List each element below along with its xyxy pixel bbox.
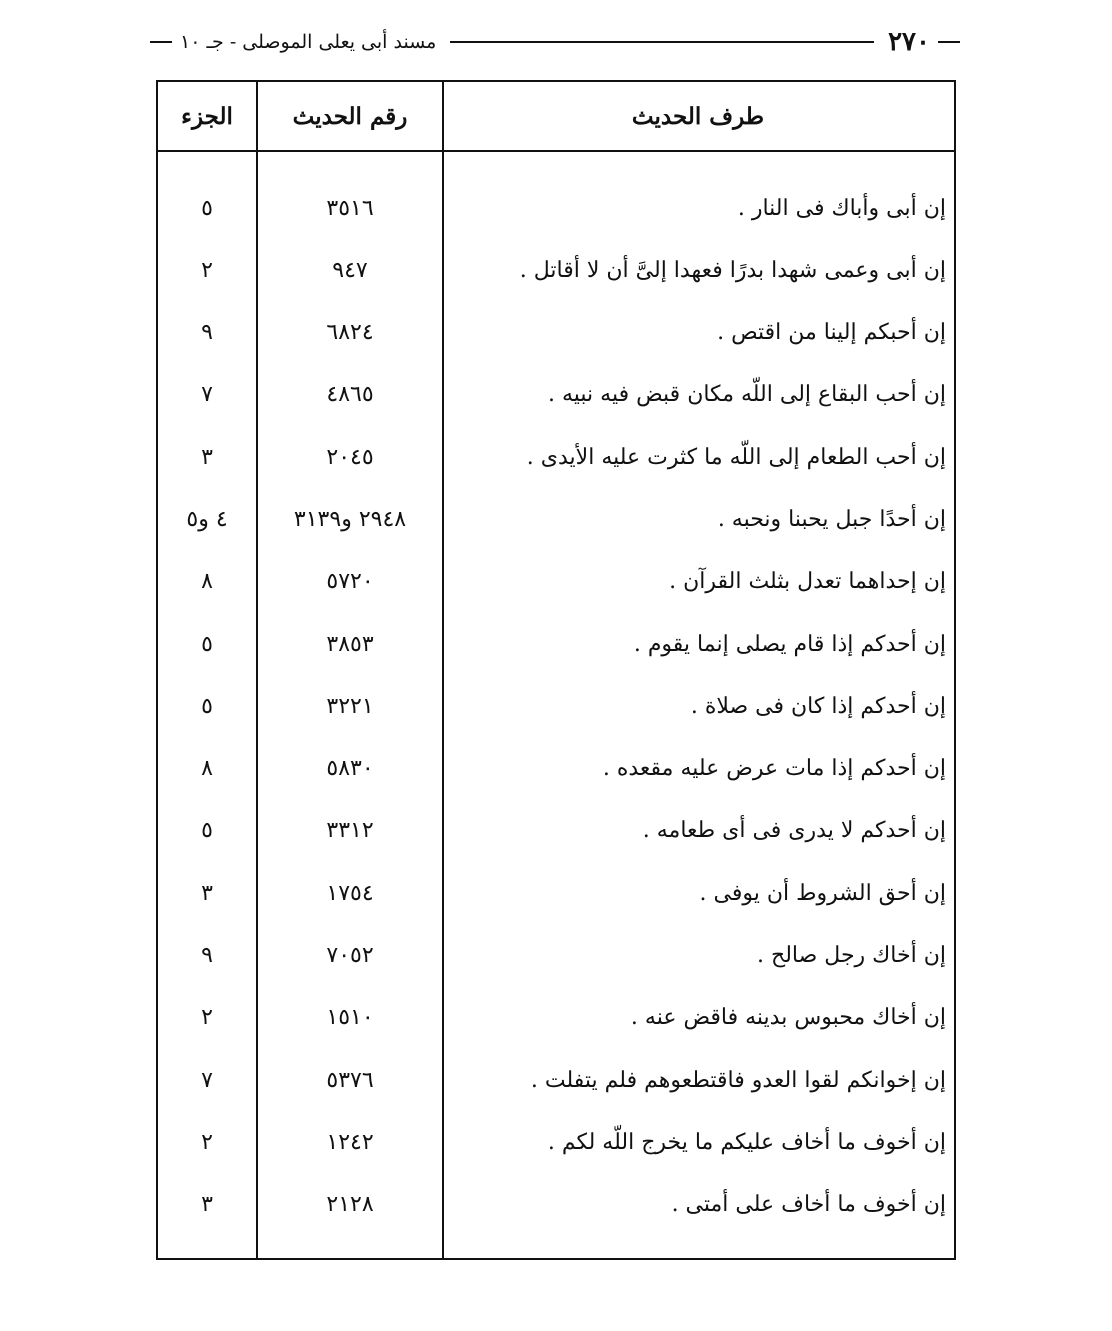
- hadith-number: ٢١٢٨: [326, 1192, 374, 1218]
- part-number: ٥: [201, 818, 213, 844]
- hadith-text: إن أحبكم إلينا من اقتص .: [717, 320, 946, 346]
- part-number: ٤ و٥: [186, 506, 228, 532]
- hadith-number: ٣٨٥٣: [326, 631, 374, 657]
- hadith-text: إن أحدكم لا يدرى فى أى طعامه .: [642, 818, 946, 844]
- part-number: ٥: [201, 693, 213, 719]
- column-header-part: الجزء: [181, 102, 233, 130]
- hadith-text: إن أبى وأباك فى النار .: [737, 195, 946, 221]
- hadith-number: ٦٨٢٤: [326, 320, 374, 346]
- part-number: ٣: [201, 1192, 213, 1218]
- hadith-text: إن أحدكم إذا مات عرض عليه مقعده .: [602, 756, 946, 782]
- table-row: [158, 613, 954, 675]
- table-row: [158, 1174, 954, 1236]
- table-row: [158, 925, 954, 987]
- hadith-text: إن إخوانكم لقوا العدو فاقتطعوهم فلم يتفلت .: [530, 1067, 946, 1093]
- table-row: [158, 551, 954, 613]
- part-number: ٣: [201, 880, 213, 906]
- part-number: ٨: [201, 756, 213, 782]
- table-row: [158, 426, 954, 488]
- running-header: [150, 22, 960, 62]
- part-number: ٥: [201, 631, 213, 657]
- hadith-text: إن أحق الشروط أن يوفى .: [699, 880, 946, 906]
- part-number: ٩: [201, 943, 213, 969]
- table-row: [158, 738, 954, 800]
- hadith-text: إن أحدكم إذا كان فى صلاة .: [690, 693, 946, 719]
- column-header-hadith-text: طرف الحديث: [631, 102, 765, 130]
- header-rule-middle: [450, 41, 874, 43]
- column-header-hadith-number: رقم الحديث: [292, 102, 408, 130]
- hadith-number: ٣٥١٦: [326, 195, 374, 221]
- hadith-number: ٥٧٢٠: [326, 569, 374, 595]
- part-number: ٢: [201, 1129, 213, 1155]
- table-header-row: [158, 82, 954, 152]
- table-row: [158, 364, 954, 426]
- hadith-number: ٢٠٤٥: [326, 444, 374, 470]
- hadith-number: ٣٢٢١: [326, 693, 374, 719]
- table-row: [158, 302, 954, 364]
- hadith-text: إن أحب البقاع إلى اللّه مكان قبض فيه نبيه .: [547, 382, 946, 408]
- table-row: [158, 675, 954, 737]
- page-number: ٢٧٠: [888, 27, 930, 57]
- header-rule-right: [938, 41, 960, 43]
- hadith-text: إن أخوف ما أخاف على أمتى .: [671, 1192, 946, 1218]
- hadith-text: إن أحب الطعام إلى اللّه ما كثرت عليه الأيدى .: [526, 444, 946, 470]
- hadith-number: ٥٣٧٦: [326, 1067, 374, 1093]
- hadith-index-table: [156, 80, 956, 1260]
- part-number: ٨: [201, 569, 213, 595]
- part-number: ٣: [201, 444, 213, 470]
- hadith-number: ١٢٤٢: [326, 1129, 374, 1155]
- hadith-number: ٤٨٦٥: [326, 382, 374, 408]
- table-row: [158, 1111, 954, 1173]
- part-number: ٧: [201, 1067, 213, 1093]
- table-row: [158, 800, 954, 862]
- hadith-number: ٢٩٤٨ و٣١٣٩: [293, 506, 407, 532]
- hadith-number: ١٥١٠: [326, 1005, 374, 1031]
- table-row: [158, 488, 954, 550]
- hadith-text: إن أبى وعمى شهدا بدرًا فعهدا إلىَّ أن لا أقاتل .: [519, 257, 946, 283]
- part-number: ٥: [201, 195, 213, 221]
- part-number: ٧: [201, 382, 213, 408]
- part-number: ٩: [201, 320, 213, 346]
- hadith-number: ٩٤٧: [332, 257, 368, 283]
- table-body: [158, 177, 954, 1236]
- header-rule-left: [150, 41, 172, 43]
- table-row: [158, 1049, 954, 1111]
- hadith-text: إن إحداهما تعدل بثلث القرآن .: [669, 569, 946, 595]
- hadith-text: إن أخاك رجل صالح .: [757, 943, 946, 969]
- hadith-number: ١٧٥٤: [326, 880, 374, 906]
- hadith-number: ٥٨٣٠: [326, 756, 374, 782]
- hadith-text: إن أحدًا جبل يحبنا ونحبه .: [717, 506, 946, 532]
- table-row: [158, 987, 954, 1049]
- book-title: مسند أبى يعلى الموصلى - جـ ١٠: [180, 31, 437, 53]
- table-row: [158, 177, 954, 239]
- hadith-text: إن أخوف ما أخاف عليكم ما يخرج اللّه لكم .: [547, 1129, 946, 1155]
- table-row: [158, 239, 954, 301]
- hadith-text: إن أحدكم إذا قام يصلى إنما يقوم .: [633, 631, 946, 657]
- hadith-text: إن أخاك محبوس بدينه فاقض عنه .: [630, 1005, 946, 1031]
- part-number: ٢: [201, 257, 213, 283]
- part-number: ٢: [201, 1005, 213, 1031]
- hadith-number: ٣٣١٢: [326, 818, 374, 844]
- hadith-number: ٧٠٥٢: [326, 943, 374, 969]
- table-row: [158, 862, 954, 924]
